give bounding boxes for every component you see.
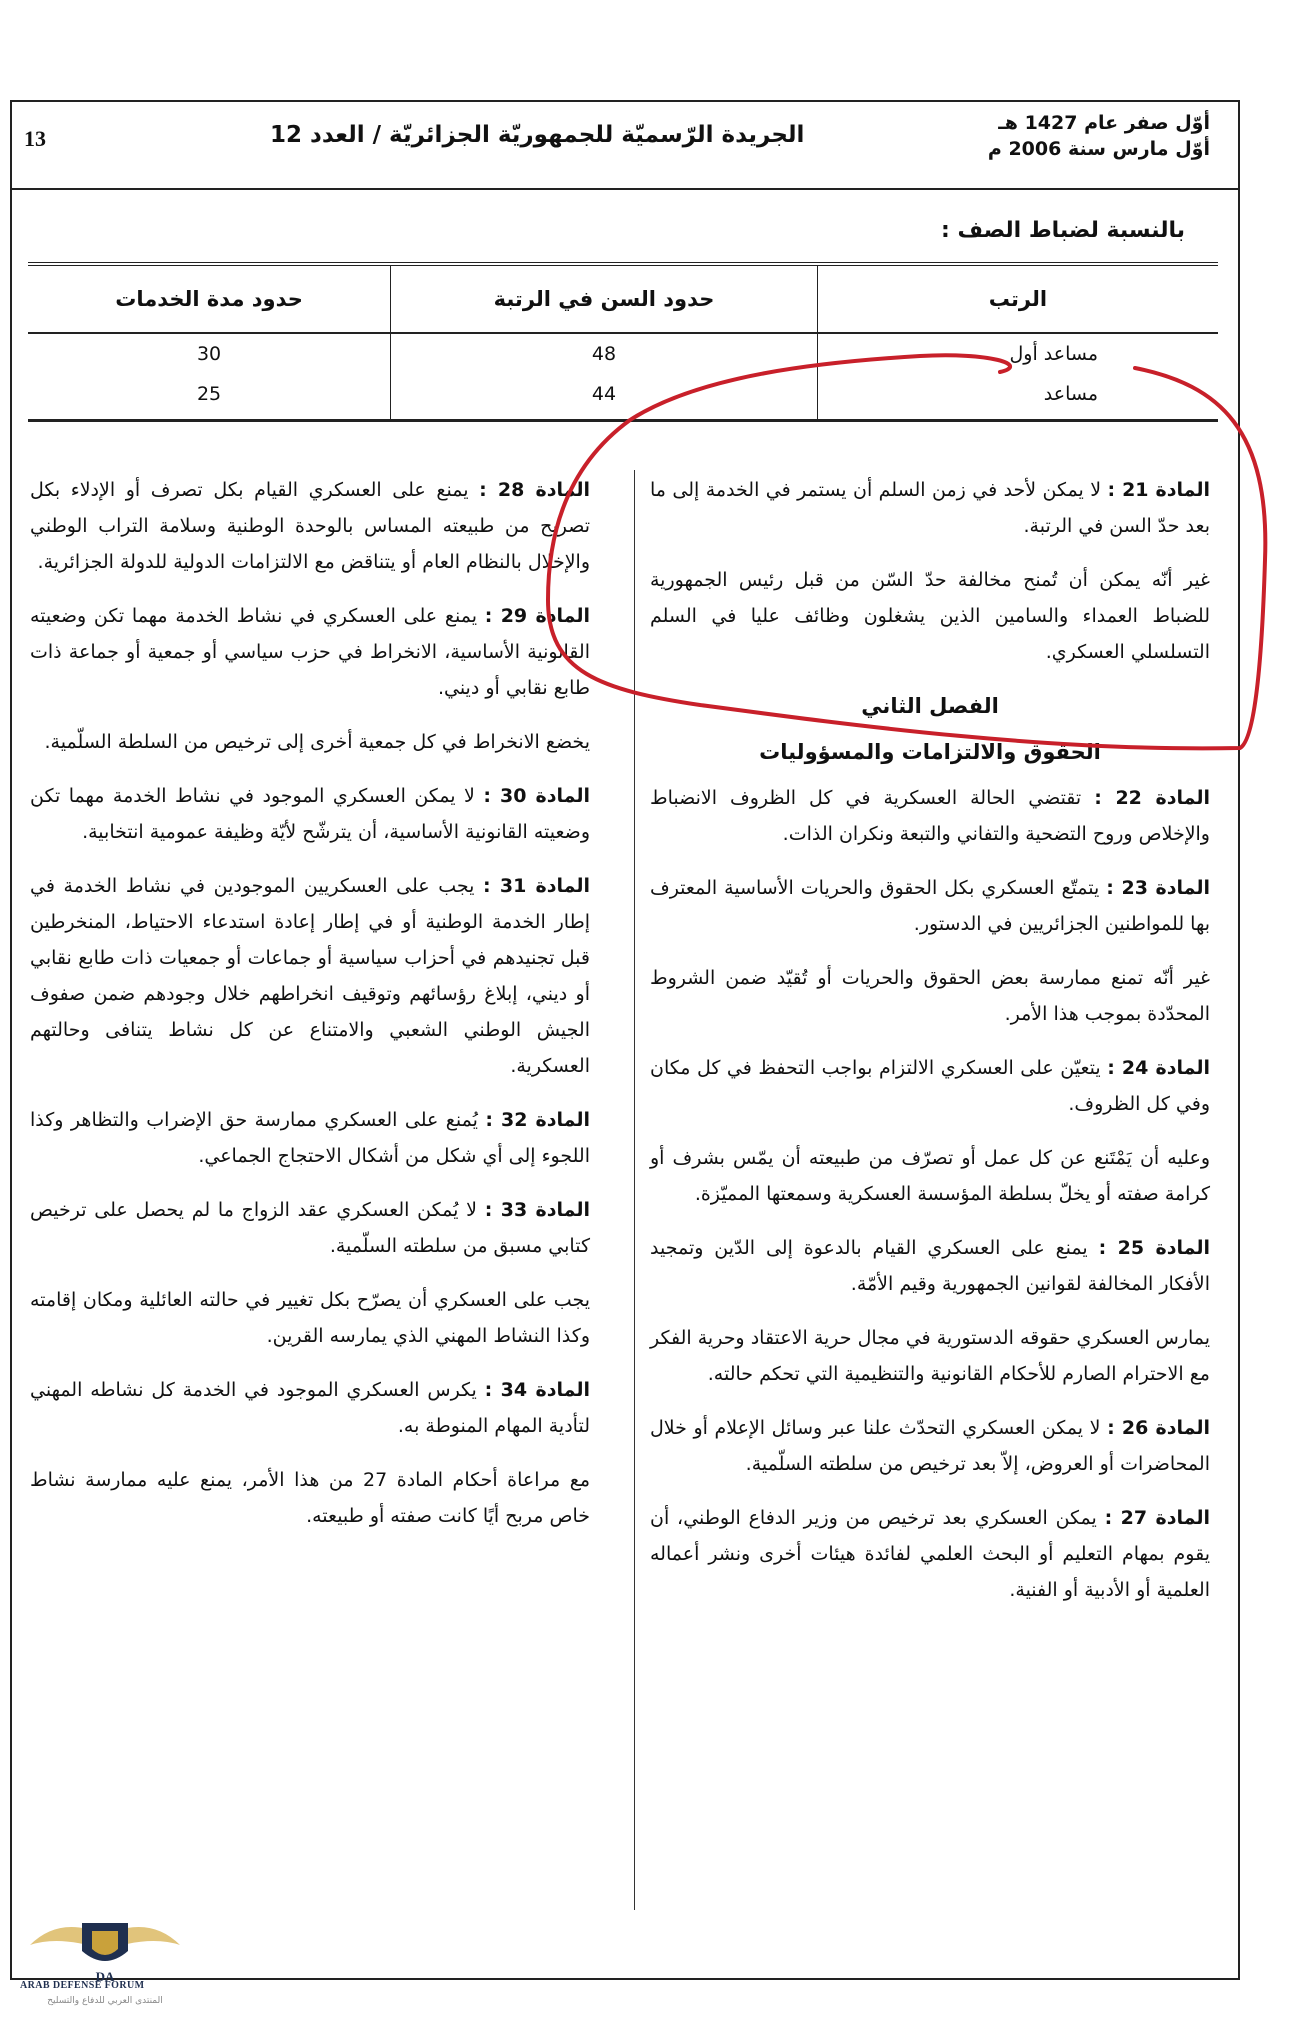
shield-emblem-icon — [20, 1905, 190, 1985]
article-number: المادة 31 : — [483, 875, 590, 897]
article-number: المادة 29 : — [484, 605, 590, 627]
rank-cell: مساعد أول — [1009, 343, 1098, 365]
article-text: يجب على العسكريين الموجودين في نشاط الخدمة في إطار الخدمة الوطنية أو في إطار إعادة استدعاء الاحتياط، المنخرطين قبل تجنيدهم في أحزاب سياسية أو جماعات أو جمعيات ذات طابع نقابي أو ديني، إبلاغ رؤسائهم وتوقيف انخراطهم خلال وجودهم ضمن صفوف الجيش الوطني الشعبي والامتناع عن كل نشاط يتنافى وحالتهم العسكرية. — [30, 875, 590, 1077]
table-header-row — [28, 264, 1218, 333]
page-number: 13 — [24, 126, 46, 151]
article-text: يكرس العسكري الموجود في الخدمة كل نشاطه المهني لتأدية المهام المنوطة به. — [30, 1379, 590, 1437]
left-column — [30, 472, 590, 1552]
article-33 — [30, 1192, 590, 1264]
article-number: المادة 27 : — [1104, 1507, 1211, 1529]
article-text: يمنع على العسكري القيام بالدعوة إلى الدّين وتمجيد الأفكار المخالفة لقوانين الجمهورية وقيم الأمّة. — [650, 1237, 1210, 1295]
article-29 — [30, 598, 590, 706]
table-row — [28, 374, 1218, 421]
age-limit-cell: 44 — [391, 374, 818, 421]
article-number: المادة 28 : — [479, 479, 590, 501]
watermark-name: ARAB DEFENSE FORUM — [20, 1980, 145, 1991]
article-21-paragraph-2: غير أنّه يمكن أن تُمنح مخالفة حدّ السّن من قبل رئيس الجمهورية للضباط العمداء والسامين الذين يشغلون وظائف عليا في السلم التسلسلي العسكري. — [650, 569, 1210, 663]
page-header — [10, 100, 1240, 190]
right-column — [650, 472, 1210, 1626]
article-34-paragraph-2: مع مراعاة أحكام المادة 27 من هذا الأمر، يمنع عليه ممارسة نشاط خاص مربح أيًا كانت صفته أو طبيعته. — [30, 1469, 590, 1527]
article-text: يُمنع على العسكري ممارسة حق الإضراب والتظاهر وكذا اللجوء إلى أي شكل من أشكال الاحتجاج الجماعي. — [30, 1109, 590, 1167]
watermark-name-arabic: المنتدى العربي للدفاع والتسليح — [47, 1996, 163, 2006]
article-number: المادة 24 : — [1107, 1057, 1210, 1079]
article-number: المادة 32 : — [485, 1109, 590, 1131]
column-divider — [634, 470, 635, 1910]
article-24 — [650, 1050, 1210, 1122]
table-header: حدود السن في الرتبة — [391, 264, 818, 333]
article-number: المادة 21 : — [1107, 479, 1210, 501]
issue-date — [988, 110, 1210, 162]
article-text: يتمتّع العسكري بكل الحقوق والحريات الأساسية المعترف بها للمواطنين الجزائريين في الدستور. — [650, 877, 1210, 935]
article-text: لا يُمكن العسكري عقد الزواج ما لم يحصل على ترخيص كتابي مسبق من سلطته السلّمية. — [30, 1199, 590, 1257]
article-24-paragraph-2: وعليه أن يَمْتَنع عن كل عمل أو تصرّف من طبيعته أن يمّس بشرف أو كرامة صفته أو يخلّ بسلطة المؤسسة العسكرية وسمعتها المميّزة. — [650, 1147, 1210, 1205]
article-21 — [650, 472, 1210, 544]
article-29-paragraph-2: يخضع الانخراط في كل جمعية أخرى إلى ترخيص من السلطة السلّمية. — [44, 731, 590, 753]
article-22 — [650, 780, 1210, 852]
article-number: المادة 33 : — [484, 1199, 591, 1221]
table-header: الرتب — [817, 264, 1218, 333]
date-gregorian: أوّل مارس سنة 2006 م — [987, 138, 1210, 160]
date-hijri: أوّل صفر عام 1427 هـ — [998, 112, 1210, 134]
age-limits-table — [28, 262, 1218, 422]
article-34 — [30, 1372, 590, 1444]
article-23-paragraph-2: غير أنّه تمنع ممارسة بعض الحقوق والحريات أو تُقيّد ضمن الشروط المحدّدة بموجب هذا الأمر. — [650, 967, 1210, 1025]
article-number: المادة 22 : — [1094, 787, 1210, 809]
article-number: المادة 23 : — [1106, 877, 1210, 899]
article-27 — [650, 1500, 1210, 1608]
service-limit-cell: 30 — [28, 333, 391, 374]
article-text: لا يمكن لأحد في زمن السلم أن يستمر في الخدمة إلى ما بعد حدّ السن في الرتبة. — [650, 479, 1210, 537]
article-30 — [30, 778, 590, 850]
article-number: المادة 25 : — [1098, 1237, 1211, 1259]
chapter-subtitle: الحقوق والالتزامات والمسؤوليات — [759, 740, 1101, 764]
article-text: يتعيّن على العسكري الالتزام بواجب التحفظ في كل مكان وفي كل الظروف. — [650, 1057, 1210, 1115]
logo-initials: DA — [95, 1969, 115, 1984]
article-25 — [650, 1230, 1210, 1302]
article-number: المادة 30 : — [483, 785, 590, 807]
article-text: يمنع على العسكري في نشاط الخدمة مهما تكن وضعيته القانونية الأساسية، الانخراط في حزب سياسي أو جمعية أو جماعة ذات طابع نقابي أو ديني. — [30, 605, 590, 699]
service-limit-cell: 25 — [28, 374, 391, 421]
article-33-paragraph-2: يجب على العسكري أن يصرّح بكل تغيير في حالته العائلية ومكان إقامته وكذا النشاط المهني الذي يمارسه القرين. — [30, 1289, 590, 1347]
article-text: لا يمكن العسكري التحدّث علنا عبر وسائل الإعلام أو خلال المحاضرات أو العروض، إلاّ بعد ترخيص من سلطته السلّمية. — [650, 1417, 1210, 1475]
article-25-paragraph-2: يمارس العسكري حقوقه الدستورية في مجال حرية الاعتقاد وحرية الفكر مع الاحترام الصارم للأحكام القانونية والتنظيمية التي تحكم حالته. — [650, 1327, 1210, 1385]
article-number: المادة 26 : — [1107, 1417, 1210, 1439]
chapter-title: الفصل الثاني — [861, 694, 999, 718]
rank-cell: مساعد — [817, 374, 1218, 421]
article-text: تقتضي الحالة العسكرية في كل الظروف الانضباط والإخلاص وروح التضحية والتفاني والتبعة ونكران الذات. — [650, 787, 1210, 845]
table-header: حدود مدة الخدمات — [28, 264, 391, 333]
article-23 — [650, 870, 1210, 942]
article-26 — [650, 1410, 1210, 1482]
article-28 — [30, 472, 590, 580]
article-text: يمنع على العسكري القيام بكل تصرف أو الإدلاء بكل تصريح من طبيعته المساس بالوحدة الوطنية وسلامة التراب الوطني والإخلال بالنظام العام أو يتناقض مع الالتزامات الدولية للدولة الجزائرية. — [30, 479, 590, 573]
article-number: المادة 34 : — [484, 1379, 591, 1401]
age-limit-cell: 48 — [391, 333, 818, 374]
section-heading: بالنسبة لضباط الصف : — [941, 218, 1185, 243]
table-row — [28, 333, 1218, 374]
article-32 — [30, 1102, 590, 1174]
article-text: يمكن العسكري بعد ترخيص من وزير الدفاع الوطني، أن يقوم بمهام التعليم أو البحث العلمي لفائدة هيئات أخرى ونشر أعماله العلمية أو الأدبية أو الفنية. — [650, 1507, 1210, 1601]
article-text: لا يمكن العسكري الموجود في نشاط الخدمة مهما تكن وضعيته القانونية الأساسية، أن يترشّح لأيّة وظيفة عمومية انتخابية. — [30, 785, 590, 843]
journal-title: الجريدة الرّسميّة للجمهوريّة الجزائريّة / العدد 12 — [270, 122, 805, 148]
article-31 — [30, 868, 590, 1084]
